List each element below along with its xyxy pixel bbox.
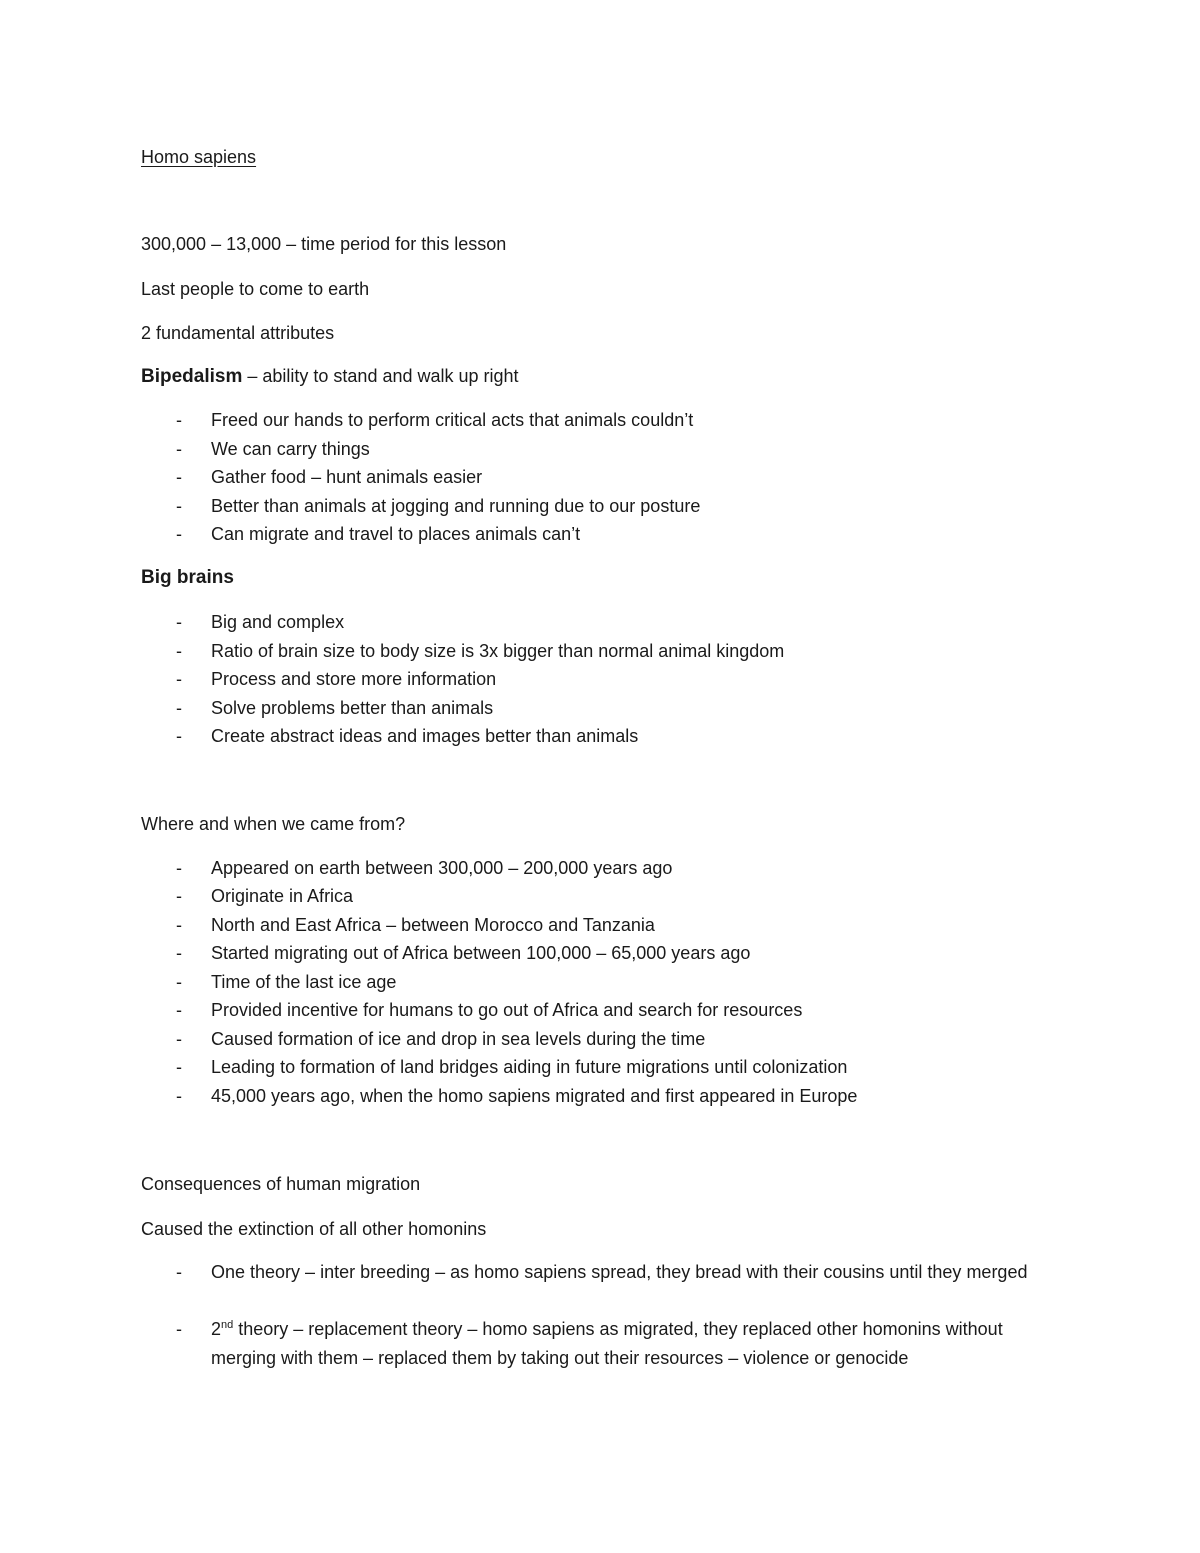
dash-bullet: - (176, 467, 182, 487)
dash-bullet: - (176, 972, 182, 992)
list-item: - Solve problems better than animals (141, 694, 1071, 723)
dash-bullet: - (176, 641, 182, 661)
dash-bullet: - (176, 612, 182, 632)
dash-bullet: - (176, 496, 182, 516)
list-item: - Gather food – hunt animals easier (141, 463, 1071, 492)
dash-bullet: - (176, 524, 182, 544)
list-item: - Ratio of brain size to body size is 3x bigger than normal animal kingdom (141, 637, 1071, 666)
dash-bullet: - (176, 943, 182, 963)
list-item: - Better than animals at jogging and running due to our posture (141, 492, 1071, 521)
list-item: - Originate in Africa (141, 882, 1071, 911)
list-item: - Process and store more information (141, 665, 1071, 694)
theory-one-text: One theory – inter breeding – as homo sapiens spread, they bread with their cousins until they merged (211, 1262, 1028, 1282)
big-brains-heading: Big brains (141, 567, 234, 588)
list-item: - 45,000 years ago, when the homo sapiens migrated and first appeared in Europe (141, 1082, 1071, 1111)
dash-bullet: - (176, 1029, 182, 1049)
consequences-heading: Consequences of human migration (141, 1174, 421, 1194)
dash-bullet: - (176, 886, 182, 906)
dash-bullet: - (176, 1262, 182, 1282)
dash-bullet: - (176, 439, 182, 459)
dash-bullet: - (176, 1057, 182, 1077)
list-item: - Leading to formation of land bridges aiding in future migrations until colonization (141, 1053, 1071, 1082)
bipedalism-heading-line (141, 364, 519, 389)
dash-bullet: - (176, 698, 182, 718)
list-item: - Caused formation of ice and drop in sea levels during the time (141, 1025, 1071, 1054)
list-item: - Provided incentive for humans to go out of Africa and search for resources (141, 996, 1071, 1025)
dash-bullet: - (176, 1319, 182, 1339)
list-item (141, 1315, 1071, 1372)
bipedalism-definition: – ability to stand and walk up right (242, 366, 519, 386)
list-item: - Appeared on earth between 300,000 – 200,000 years ago (141, 854, 1071, 883)
attributes-line: 2 fundamental attributes (141, 323, 335, 343)
dash-bullet: - (176, 410, 182, 430)
dash-bullet: - (176, 669, 182, 689)
list-item: - North and East Africa – between Morocco and Tanzania (141, 911, 1071, 940)
page-title: Homo sapiens (141, 147, 257, 167)
last-people-line: Last people to come to earth (141, 279, 370, 299)
dash-bullet: - (176, 915, 182, 935)
dash-bullet: - (176, 726, 182, 746)
list-item (141, 1258, 1071, 1287)
consequences-subheading: Caused the extinction of all other homonins (141, 1219, 487, 1239)
dash-bullet: - (176, 858, 182, 878)
list-item: - Started migrating out of Africa between 100,000 – 65,000 years ago (141, 939, 1071, 968)
list-item: - Time of the last ice age (141, 968, 1071, 997)
time-period-line: 300,000 – 13,000 – time period for this lesson (141, 234, 507, 254)
ordinal-superscript: nd (221, 1319, 234, 1331)
list-item: - Can migrate and travel to places animals can’t (141, 520, 1071, 549)
bipedalism-heading: Bipedalism (141, 366, 243, 387)
theory-two-text: 2nd theory – replacement theory – homo sapiens as migrated, they replaced other homonins without merging with them – replaced them by taking out their resources – violence or genocide (211, 1319, 1003, 1368)
list-item: - Big and complex (141, 608, 1071, 637)
dash-bullet: - (176, 1086, 182, 1106)
list-item: - Freed our hands to perform critical acts that animals couldn’t (141, 406, 1071, 435)
list-item: - Create abstract ideas and images better than animals (141, 722, 1071, 751)
list-item: - We can carry things (141, 435, 1071, 464)
dash-bullet: - (176, 1000, 182, 1020)
origins-heading: Where and when we came from? (141, 814, 406, 834)
